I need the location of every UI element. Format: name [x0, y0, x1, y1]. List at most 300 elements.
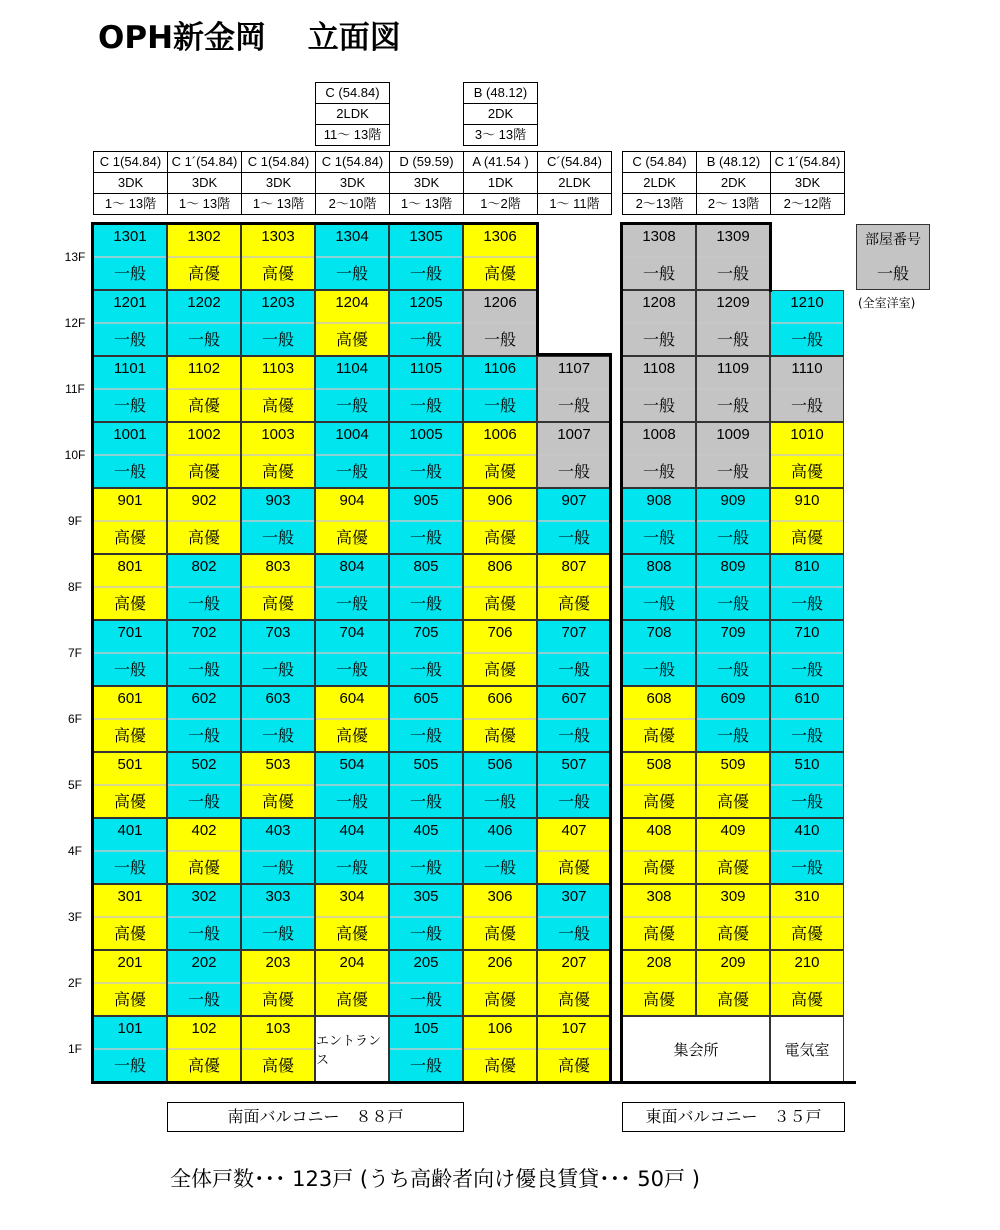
unit-cell — [622, 422, 696, 488]
type-box-col7 — [537, 151, 612, 215]
unit-cell — [241, 884, 315, 950]
electric-room — [770, 1016, 844, 1082]
room-status: 一般 — [187, 330, 220, 349]
unit-cell — [167, 356, 241, 422]
unit-cell — [622, 884, 696, 950]
unit-cell — [167, 950, 241, 1016]
room-status: 一般 — [409, 528, 442, 547]
room-number: 910 — [794, 492, 820, 509]
room-number: 1005 — [409, 426, 443, 443]
room-status: 一般 — [113, 264, 146, 283]
room-number: 809 — [720, 558, 746, 575]
room-number: 1110 — [791, 360, 823, 377]
unit-cell — [93, 1016, 167, 1082]
type-box-col9 — [696, 151, 771, 215]
room-number: 210 — [794, 954, 820, 971]
type-floors: 3～ 13階 — [464, 124, 537, 145]
room-status: 一般 — [409, 594, 442, 613]
cell-divider — [464, 1048, 536, 1050]
cell-divider — [242, 1048, 314, 1050]
cell-divider — [94, 388, 166, 390]
room-status: 一般 — [187, 726, 220, 745]
cell-divider — [771, 718, 843, 720]
cell-divider — [697, 520, 769, 522]
outline-south-top — [91, 222, 538, 225]
room-status: 高優 — [716, 924, 749, 943]
cell-divider — [771, 454, 843, 456]
room-number: 504 — [339, 756, 365, 773]
cell-divider — [316, 982, 388, 984]
cell-divider — [168, 586, 240, 588]
room-number: 602 — [191, 690, 217, 707]
room-number: 206 — [487, 954, 513, 971]
room-status: 一般 — [642, 330, 675, 349]
type-box-col6 — [463, 151, 538, 215]
unit-cell — [463, 686, 537, 752]
room-status: 一般 — [642, 396, 675, 415]
cell-divider — [94, 586, 166, 588]
legend-label: 部屋番号 — [865, 232, 921, 248]
room-number: 303 — [265, 888, 291, 905]
unit-cell — [389, 356, 463, 422]
unit-cell — [463, 356, 537, 422]
floor-label-10f: 10F — [64, 448, 86, 462]
room-status: 一般 — [187, 594, 220, 613]
cell-divider — [697, 256, 769, 258]
room-number: 308 — [646, 888, 672, 905]
cell-divider — [538, 718, 610, 720]
room-number: 802 — [191, 558, 217, 575]
cell-divider — [242, 652, 314, 654]
room-number: 905 — [413, 492, 439, 509]
cell-divider — [390, 784, 462, 786]
room-number: 810 — [794, 558, 820, 575]
type-label: C (54.84) — [632, 154, 687, 169]
type-label: C 1´(54.84) — [171, 154, 238, 169]
unit-cell — [389, 290, 463, 356]
room-number: 605 — [413, 690, 439, 707]
unit-cell — [537, 818, 611, 884]
room-status: 高優 — [483, 528, 516, 547]
room-status: 一般 — [113, 462, 146, 481]
cell-divider — [771, 520, 843, 522]
unit-cell — [389, 488, 463, 554]
cell-divider — [771, 322, 843, 324]
room-status: 高優 — [187, 396, 220, 415]
room-number: 1104 — [335, 360, 369, 377]
room-number: 909 — [720, 492, 746, 509]
unit-cell — [463, 488, 537, 554]
room-status: 高優 — [557, 858, 590, 877]
cell-divider — [623, 388, 695, 390]
room-status: 高優 — [483, 660, 516, 679]
room-number: 807 — [561, 558, 587, 575]
room-status: 一般 — [335, 792, 368, 811]
room-status: 一般 — [642, 264, 675, 283]
room-status: 一般 — [716, 594, 749, 613]
type-label: C 1(54.84) — [247, 154, 310, 169]
cell-divider — [464, 916, 536, 918]
cell-divider — [316, 454, 388, 456]
type-layout: 2LDK — [316, 103, 389, 124]
legend-box — [856, 224, 930, 290]
room-number: 305 — [413, 888, 439, 905]
unit-cell — [389, 818, 463, 884]
room-number: 107 — [561, 1020, 587, 1037]
room-status: 高優 — [261, 594, 294, 613]
room-status: 高優 — [187, 462, 220, 481]
cell-divider — [390, 982, 462, 984]
type-layout: 3DK — [242, 172, 315, 193]
room-number: 1304 — [335, 228, 369, 245]
unit-cell — [167, 620, 241, 686]
unit-cell — [389, 950, 463, 1016]
cell-divider — [390, 586, 462, 588]
cell-divider — [623, 982, 695, 984]
room-status: 一般 — [557, 660, 590, 679]
type-label: C (54.84) — [325, 85, 380, 100]
cell-divider — [697, 718, 769, 720]
cell-divider — [538, 850, 610, 852]
room-number: 908 — [646, 492, 672, 509]
room-number: 706 — [487, 624, 513, 641]
room-status: 一般 — [187, 990, 220, 1009]
unit-cell — [537, 620, 611, 686]
cell-divider — [538, 520, 610, 522]
unit-cell — [389, 752, 463, 818]
room-status: 高優 — [483, 264, 516, 283]
outline-south-left — [91, 222, 94, 1084]
type-floors: 11～ 13階 — [316, 124, 389, 145]
room-status: 一般 — [557, 726, 590, 745]
room-number: 1306 — [483, 228, 517, 245]
room-status: 一般 — [113, 660, 146, 679]
unit-cell — [537, 488, 611, 554]
room-status: 一般 — [483, 396, 516, 415]
unit-cell — [315, 884, 389, 950]
room-status: 一般 — [790, 660, 823, 679]
type-layout: 2DK — [464, 103, 537, 124]
room-number: 103 — [265, 1020, 291, 1037]
unit-cell — [770, 290, 844, 356]
cell-divider — [390, 322, 462, 324]
room-status: 一般 — [716, 660, 749, 679]
floor-label-3f: 3F — [67, 910, 82, 924]
cell-divider — [316, 916, 388, 918]
unit-cell — [241, 818, 315, 884]
cell-divider — [771, 652, 843, 654]
cell-divider — [623, 256, 695, 258]
unit-cell — [622, 752, 696, 818]
room-number: 1001 — [113, 426, 147, 443]
cell-divider — [623, 454, 695, 456]
unit-cell — [696, 290, 770, 356]
unit-cell — [463, 818, 537, 884]
cell-divider — [168, 982, 240, 984]
room-status: 一般 — [261, 660, 294, 679]
type-floors: 1～ 13階 — [390, 193, 463, 214]
unit-cell — [770, 422, 844, 488]
room-number: 703 — [265, 624, 291, 641]
unit-cell — [315, 554, 389, 620]
room-status: 高優 — [187, 528, 220, 547]
room-number: 302 — [191, 888, 217, 905]
room-status: 一般 — [409, 660, 442, 679]
cell-divider — [538, 388, 610, 390]
cell-divider — [697, 586, 769, 588]
room-number: 409 — [720, 822, 746, 839]
unit-cell — [622, 818, 696, 884]
unit-cell — [622, 488, 696, 554]
cell-divider — [390, 388, 462, 390]
cell-divider — [697, 322, 769, 324]
room-status: 高優 — [335, 990, 368, 1009]
cell-divider — [697, 454, 769, 456]
outline-east-left — [620, 222, 623, 1084]
unit-cell — [622, 620, 696, 686]
room-number: 603 — [265, 690, 291, 707]
cell-divider — [623, 322, 695, 324]
room-number: 401 — [117, 822, 143, 839]
unit-cell — [241, 620, 315, 686]
room-status: 高優 — [261, 990, 294, 1009]
room-number: 1004 — [335, 426, 369, 443]
cell-divider — [94, 322, 166, 324]
type-label: B (48.12) — [473, 85, 528, 100]
unit-cell — [696, 620, 770, 686]
unit-cell — [537, 752, 611, 818]
room-status: 高優 — [335, 924, 368, 943]
room-status: 一般 — [335, 264, 368, 283]
room-number: 701 — [117, 624, 143, 641]
unit-cell — [315, 422, 389, 488]
room-status: 一般 — [409, 462, 442, 481]
room-number: 406 — [487, 822, 513, 839]
cell-divider — [242, 454, 314, 456]
room-status: 高優 — [483, 990, 516, 1009]
room-status: 一般 — [790, 594, 823, 613]
room-status: 高優 — [716, 990, 749, 1009]
cell-divider — [168, 454, 240, 456]
cell-divider — [771, 388, 843, 390]
unit-cell — [696, 818, 770, 884]
room-number: 1305 — [409, 228, 443, 245]
unit-cell — [315, 752, 389, 818]
cell-divider — [94, 652, 166, 654]
floor-label-12f: 12F — [64, 316, 86, 330]
room-number: 501 — [117, 756, 143, 773]
cell-divider — [464, 388, 536, 390]
cell-divider — [94, 982, 166, 984]
room-number: 402 — [191, 822, 217, 839]
cell-divider — [464, 586, 536, 588]
cell-divider — [390, 454, 462, 456]
unit-cell — [696, 224, 770, 290]
room-number: 508 — [646, 756, 672, 773]
type-box-col10 — [770, 151, 845, 215]
room-status: 一般 — [716, 462, 749, 481]
unit-cell — [463, 950, 537, 1016]
room-number: 204 — [339, 954, 365, 971]
unit-cell — [389, 686, 463, 752]
unit-cell — [622, 686, 696, 752]
unit-cell — [770, 488, 844, 554]
room-number: 1303 — [261, 228, 295, 245]
cell-divider — [316, 388, 388, 390]
unit-cell — [93, 356, 167, 422]
unit-cell — [167, 1016, 241, 1082]
unit-count-summary: 全体戸数･･･ 123戸 (うち高齢者向け優良賃貸･･･ 50戸 ) — [170, 1167, 700, 1191]
unit-cell — [389, 1016, 463, 1082]
unit-cell — [93, 554, 167, 620]
cell-divider — [538, 454, 610, 456]
floor-label-13f: 13F — [64, 250, 86, 264]
floor-label-6f: 6F — [67, 712, 82, 726]
room-number: 405 — [413, 822, 439, 839]
room-number: 1301 — [113, 228, 147, 245]
type-layout: 1DK — [464, 172, 537, 193]
unit-cell — [241, 554, 315, 620]
type-label: C 1(54.84) — [321, 154, 384, 169]
floor-label-2f: 2F — [67, 976, 82, 990]
cell-divider — [242, 586, 314, 588]
unit-cell — [463, 884, 537, 950]
room-status: 高優 — [642, 858, 675, 877]
type-layout: 3DK — [94, 172, 167, 193]
room-status: 一般 — [187, 924, 220, 943]
unit-cell — [93, 752, 167, 818]
room-number: 704 — [339, 624, 365, 641]
room-status: 一般 — [335, 396, 368, 415]
type-box-col4 — [315, 151, 390, 215]
type-box-col3 — [241, 151, 316, 215]
room-number: 601 — [117, 690, 143, 707]
cell-divider — [242, 718, 314, 720]
room-number: 709 — [720, 624, 746, 641]
room-number: 208 — [646, 954, 672, 971]
room-number: 1102 — [187, 360, 221, 377]
unit-cell — [622, 290, 696, 356]
unit-cell — [167, 818, 241, 884]
cell-divider — [168, 520, 240, 522]
meeting-room — [622, 1016, 770, 1082]
unit-cell — [167, 422, 241, 488]
cell-divider — [697, 652, 769, 654]
floor-label-1f: 1F — [67, 1042, 82, 1056]
unit-cell — [463, 1016, 537, 1082]
room-number: 604 — [339, 690, 365, 707]
unit-cell — [463, 752, 537, 818]
room-number: 1006 — [483, 426, 517, 443]
unit-cell — [770, 686, 844, 752]
electric-label: 電気室 — [784, 1040, 830, 1059]
room-status: 高優 — [187, 858, 220, 877]
unit-cell — [389, 620, 463, 686]
type-label: C 1(54.84) — [99, 154, 162, 169]
room-number: 803 — [265, 558, 291, 575]
unit-cell — [241, 686, 315, 752]
room-number: 1201 — [113, 294, 147, 311]
room-number: 907 — [561, 492, 587, 509]
room-status: 一般 — [790, 330, 823, 349]
cell-divider — [242, 916, 314, 918]
unit-cell — [463, 554, 537, 620]
room-status: 一般 — [113, 396, 146, 415]
unit-cell — [770, 884, 844, 950]
unit-cell — [315, 224, 389, 290]
room-number: 101 — [117, 1020, 143, 1037]
cell-divider — [697, 784, 769, 786]
room-status: 高優 — [113, 594, 146, 613]
south-balcony-label: 南面バルコニー ８８戸 — [227, 1107, 404, 1126]
unit-cell — [389, 224, 463, 290]
room-status: 一般 — [716, 528, 749, 547]
cell-divider — [390, 850, 462, 852]
room-status: 一般 — [113, 1056, 146, 1075]
room-number: 410 — [794, 822, 820, 839]
room-status: 高優 — [790, 924, 823, 943]
type-label: C 1´(54.84) — [774, 154, 841, 169]
cell-divider — [94, 784, 166, 786]
room-status: 一般 — [261, 858, 294, 877]
type-layout: 2DK — [697, 172, 770, 193]
unit-cell — [696, 488, 770, 554]
type-floors: 1～2階 — [464, 193, 537, 214]
unit-cell — [241, 950, 315, 1016]
room-status: 一般 — [335, 462, 368, 481]
room-status: 高優 — [483, 462, 516, 481]
type-box-col5 — [389, 151, 464, 215]
cell-divider — [623, 916, 695, 918]
cell-divider — [697, 916, 769, 918]
type-box-col2 — [167, 151, 242, 215]
cell-divider — [464, 718, 536, 720]
room-status: 高優 — [483, 924, 516, 943]
unit-cell — [93, 224, 167, 290]
outline-south-step-h — [536, 353, 612, 356]
unit-cell — [241, 1016, 315, 1082]
type-floors: 2～ 13階 — [697, 193, 770, 214]
type-layout: 2LDK — [623, 172, 696, 193]
cell-divider — [316, 322, 388, 324]
outline-east-top — [620, 222, 772, 225]
floor-label-9f: 9F — [67, 514, 82, 528]
room-number: 1010 — [790, 426, 824, 443]
room-number: 509 — [720, 756, 746, 773]
room-number: 1202 — [187, 294, 221, 311]
cell-divider — [168, 388, 240, 390]
room-status: 高優 — [261, 1056, 294, 1075]
cell-divider — [538, 982, 610, 984]
cell-divider — [623, 652, 695, 654]
cell-divider — [316, 652, 388, 654]
room-status: 一般 — [716, 726, 749, 745]
room-number: 205 — [413, 954, 439, 971]
room-status: 一般 — [335, 594, 368, 613]
room-status: 高優 — [113, 528, 146, 547]
room-status: 高優 — [335, 330, 368, 349]
cell-divider — [316, 586, 388, 588]
cell-divider — [242, 322, 314, 324]
outline-south-step-v2 — [609, 353, 612, 1084]
cell-divider — [94, 718, 166, 720]
room-number: 1105 — [409, 360, 443, 377]
unit-cell — [241, 422, 315, 488]
unit-cell — [537, 422, 611, 488]
room-status: 高優 — [790, 528, 823, 547]
room-number: 805 — [413, 558, 439, 575]
unit-cell — [93, 488, 167, 554]
